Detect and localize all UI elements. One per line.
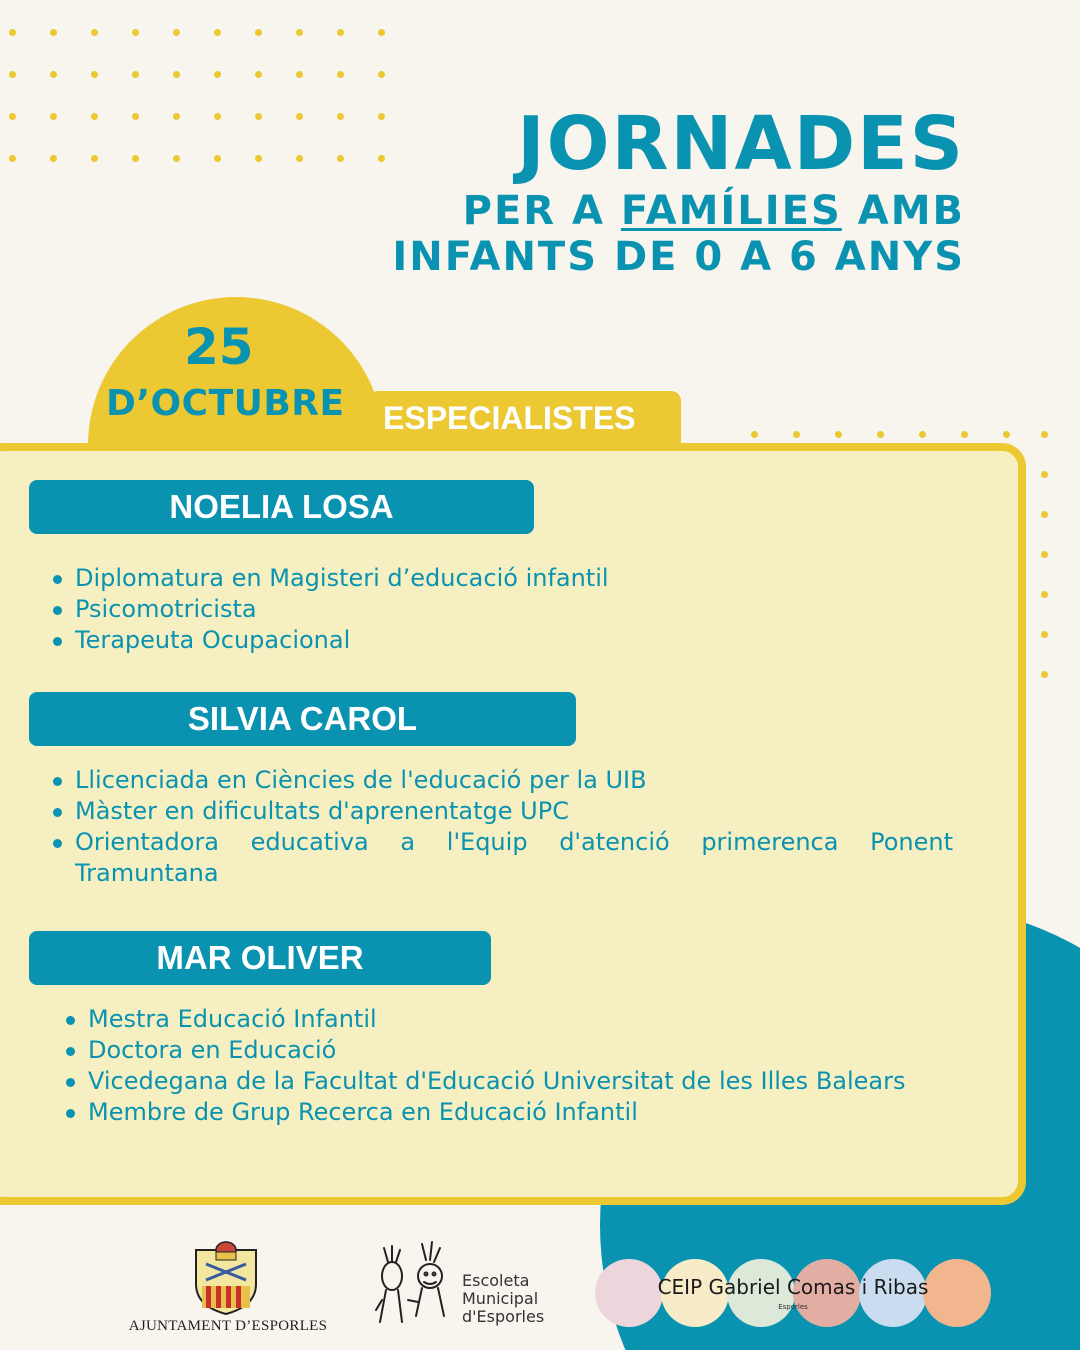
decorative-dot — [793, 431, 800, 438]
decorative-dot — [214, 29, 221, 36]
decorative-dot — [9, 113, 16, 120]
decorative-dot — [132, 113, 139, 120]
decorative-dot — [50, 113, 57, 120]
decorative-dot — [214, 71, 221, 78]
decorative-dots-right-row — [751, 431, 1010, 438]
decorative-dot — [378, 155, 385, 162]
title-block — [392, 100, 965, 280]
decorative-dot — [296, 113, 303, 120]
decorative-dot — [132, 71, 139, 78]
specialist-name-bar: MAR OLIVER — [29, 931, 491, 985]
children-drawing-icon — [372, 1240, 452, 1330]
decorative-dot — [132, 155, 139, 162]
decorative-dot — [9, 71, 16, 78]
underlined-word: FAMÍLIES — [620, 188, 842, 234]
decorative-dot — [1041, 471, 1048, 478]
decorative-dot — [132, 29, 139, 36]
decorative-dot — [173, 71, 180, 78]
decorative-dot — [751, 431, 758, 438]
list-item: Llicenciada en Ciències de l'educació per la UIB — [53, 765, 953, 796]
decorative-dot — [50, 155, 57, 162]
specialist-qualifications — [53, 563, 953, 656]
decorative-dot — [337, 29, 344, 36]
list-item: Terapeuta Ocupacional — [53, 625, 953, 656]
subtitle-line-2: INFANTS DE 0 A 6 ANYS — [392, 234, 965, 280]
decorative-dot — [835, 431, 842, 438]
list-item: Membre de Grup Recerca en Educació Infantil — [66, 1097, 950, 1128]
section-label: ESPECIALISTES — [383, 400, 636, 436]
decorative-dot — [919, 431, 926, 438]
decorative-dot — [50, 71, 57, 78]
decorative-dot — [50, 29, 57, 36]
specialist-name-bar: SILVIA CAROL — [29, 692, 576, 746]
decorative-dot — [961, 431, 968, 438]
decorative-dot — [91, 155, 98, 162]
list-item: Psicomotricista — [53, 594, 953, 625]
date-day: 25 — [184, 318, 254, 376]
decorative-dot — [214, 113, 221, 120]
specialist-qualifications — [66, 1004, 950, 1128]
decorative-dot — [296, 155, 303, 162]
decorative-dot — [9, 29, 16, 36]
decorative-dot — [1041, 551, 1048, 558]
ceip-name: CEIP Gabriel Comas i Ribas — [657, 1275, 929, 1299]
decorative-dot — [91, 113, 98, 120]
decorative-dot — [1041, 511, 1048, 518]
decorative-dot — [91, 71, 98, 78]
decorative-dot — [296, 71, 303, 78]
decorative-dot — [378, 29, 385, 36]
list-item: Màster en dificultats d'aprenentatge UPC — [53, 796, 953, 827]
decorative-dot — [91, 29, 98, 36]
decorative-dot — [255, 71, 262, 78]
decorative-dot — [255, 155, 262, 162]
decorative-dot — [1041, 431, 1048, 438]
decorative-dot — [337, 71, 344, 78]
list-item: Vicedegana de la Facultat d'Educació Universitat de les Illes Balears — [66, 1066, 950, 1097]
decorative-dot — [1041, 631, 1048, 638]
decorative-dots-top-left — [9, 29, 385, 162]
decorative-dot — [337, 113, 344, 120]
ceip-sub: Esporles — [778, 1303, 808, 1311]
escoleta-label: Escoleta Municipal d'Esporles — [462, 1271, 545, 1326]
decorative-dot — [378, 113, 385, 120]
specialist-name-bar: NOELIA LOSA — [29, 480, 534, 534]
decorative-dot — [214, 155, 221, 162]
subtitle-line-1: PER A FAMÍLIES AMB — [462, 188, 965, 234]
coat-of-arms-icon — [192, 1240, 260, 1316]
decorative-dot — [255, 29, 262, 36]
list-item: Doctora en Educació — [66, 1035, 950, 1066]
decorative-dot — [296, 29, 303, 36]
specialist-qualifications — [53, 765, 953, 889]
list-item: Diplomatura en Magisteri d’educació infantil — [53, 563, 953, 594]
decorative-dot — [378, 71, 385, 78]
decorative-dot — [9, 155, 16, 162]
list-item: Orientadora educativa a l'Equip d'atenció primerenca Ponent Tramuntana — [53, 827, 953, 889]
decorative-dot — [877, 431, 884, 438]
decorative-dot — [255, 113, 262, 120]
decorative-dot — [1003, 431, 1010, 438]
decorative-dot — [1041, 671, 1048, 678]
main-title: JORNADES — [517, 101, 965, 187]
date-month: D’OCTUBRE — [106, 383, 345, 424]
decorative-dot — [337, 155, 344, 162]
decorative-dot — [173, 155, 180, 162]
ajuntament-label: AJUNTAMENT D’ESPORLES — [128, 1318, 328, 1334]
decorative-dots-right-column — [1041, 431, 1048, 678]
list-item: Mestra Educació Infantil — [66, 1004, 950, 1035]
decorative-dot — [173, 113, 180, 120]
decorative-dot — [1041, 591, 1048, 598]
decorative-dot — [173, 29, 180, 36]
